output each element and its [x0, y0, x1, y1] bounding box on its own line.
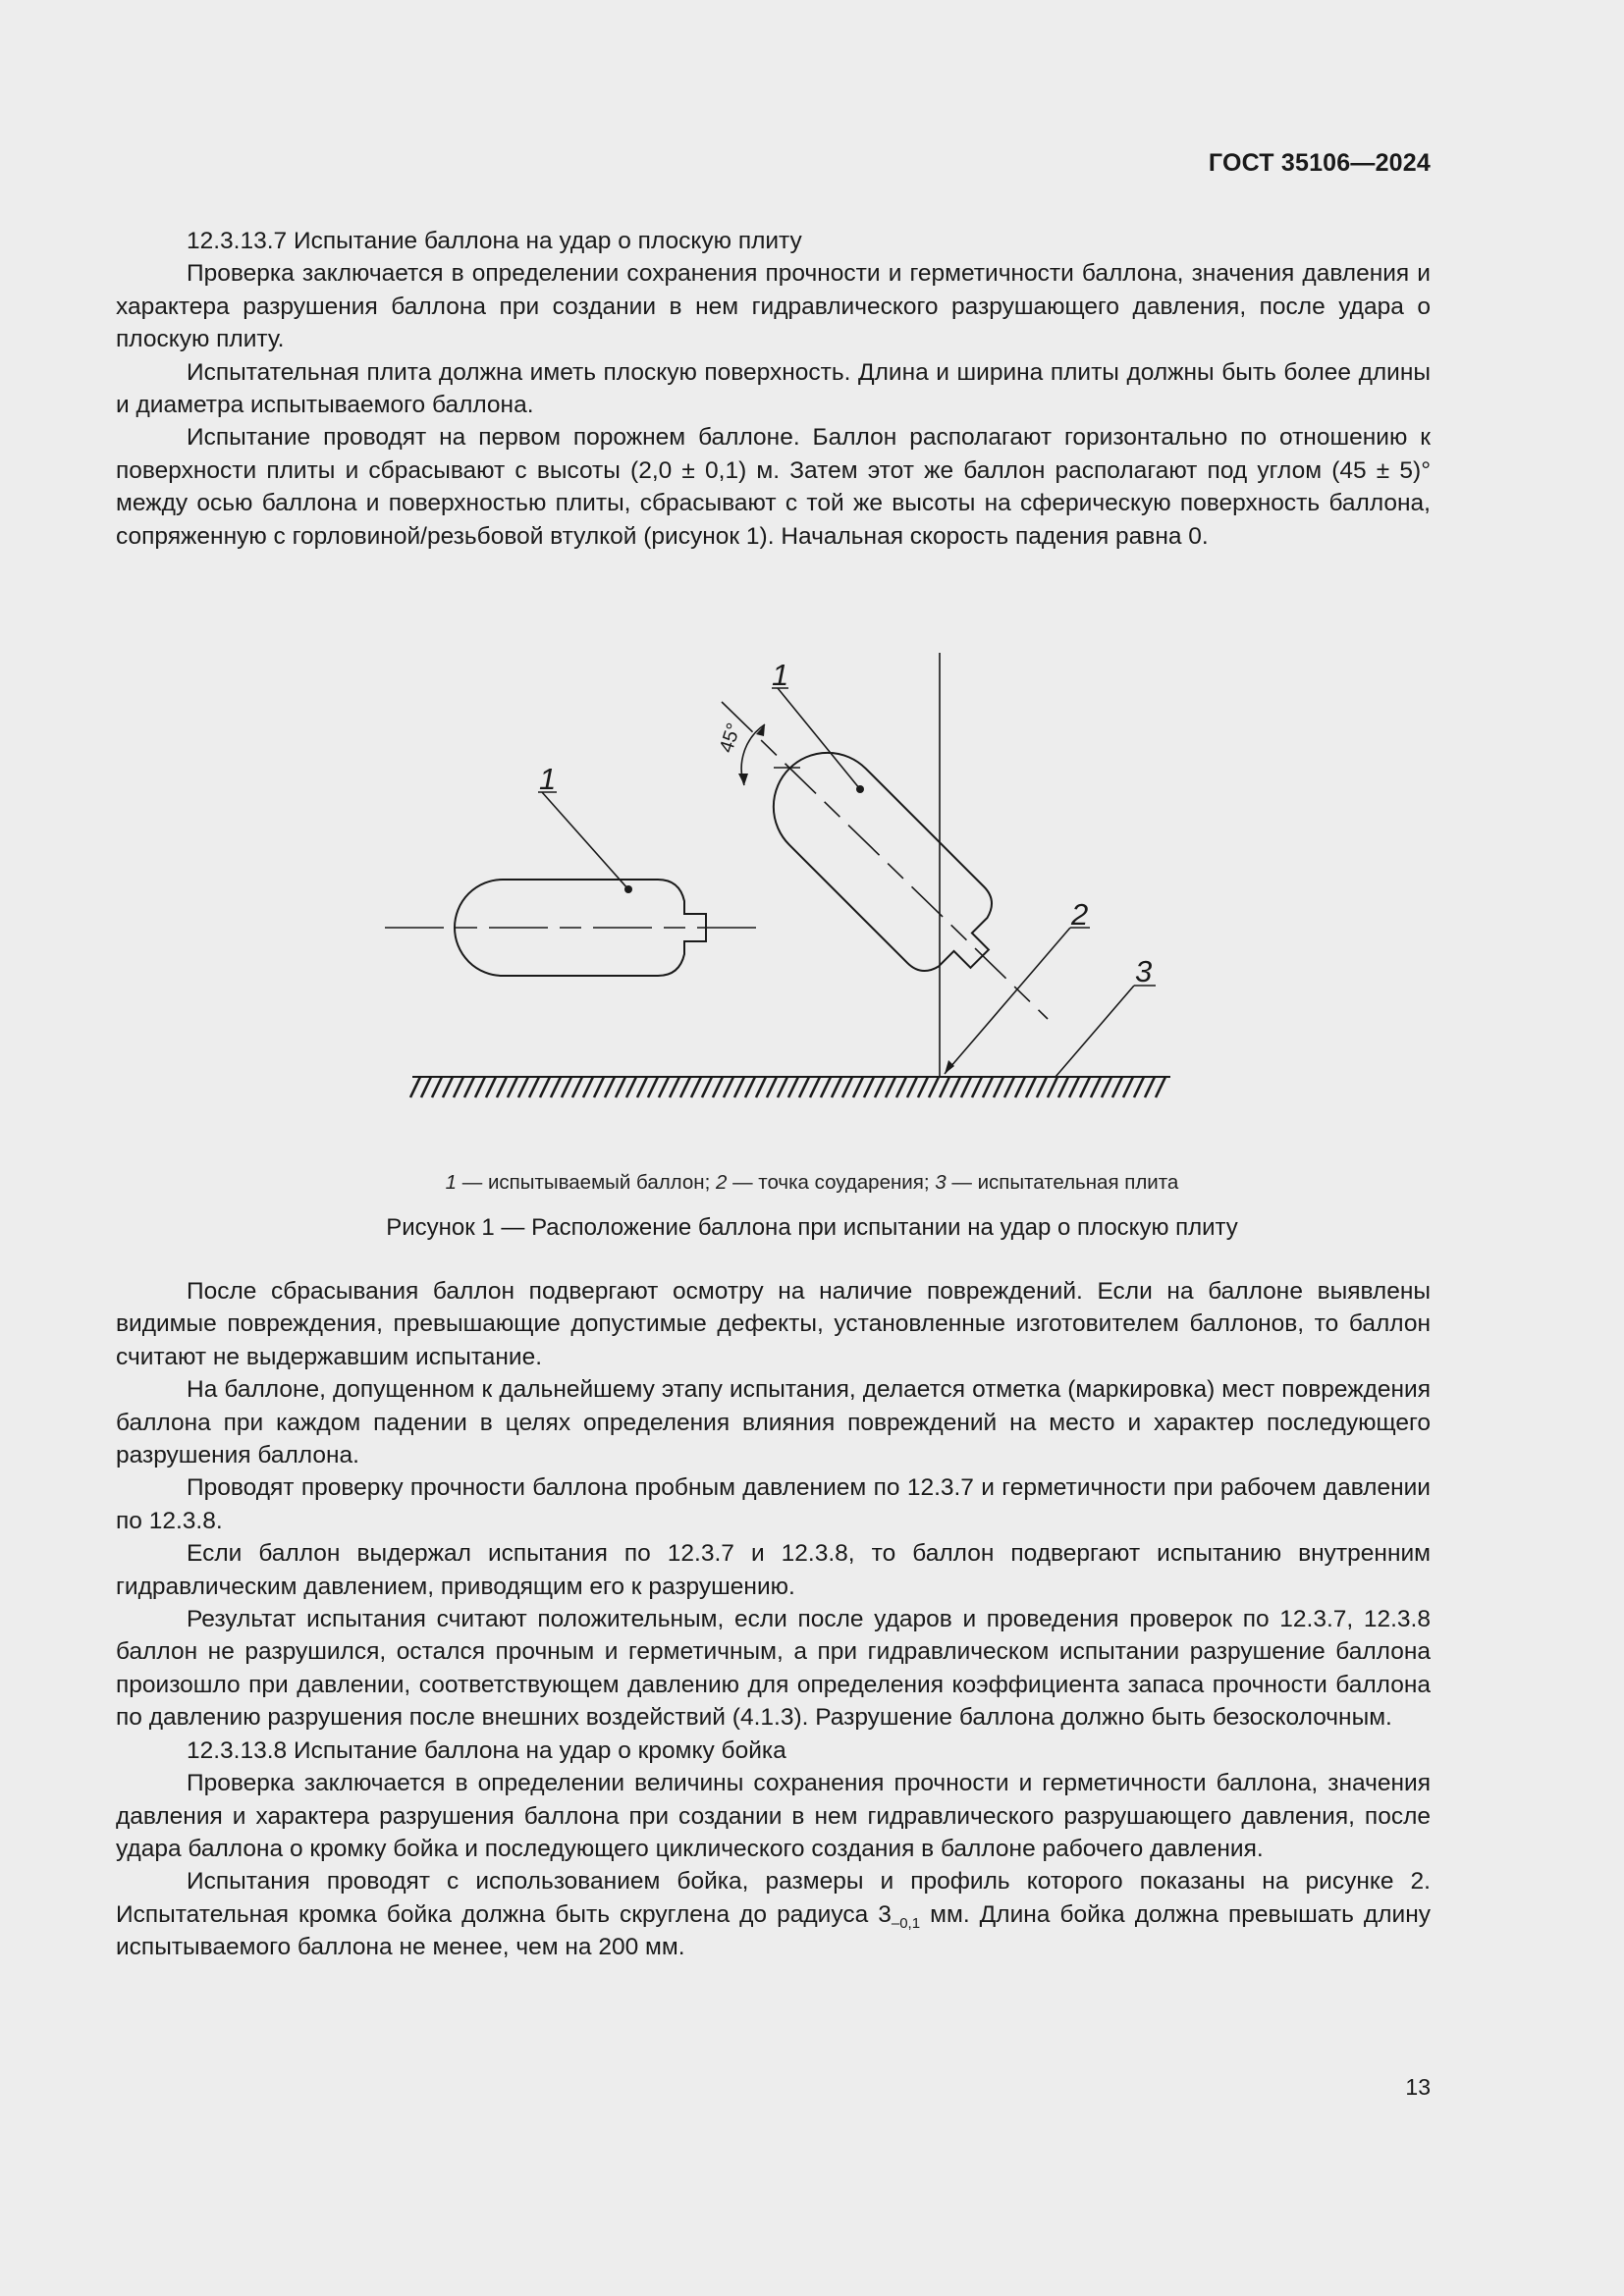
document-header: ГОСТ 35106—2024 — [1208, 149, 1431, 177]
page-number: 13 — [1405, 2074, 1431, 2100]
label-impact-point-2: 2 — [1071, 897, 1089, 932]
paragraph-text: Испытания проводят с использованием бойка, размеры и профиль которого показаны на рисунке 2. Испытательная кромка бойка должна быть скруглена до радиуса 3 — [116, 1868, 1431, 1928]
paragraph-text: мм. Длина бойка должна превышать длину испытываемого баллона не менее, чем на 200 мм. — [116, 1900, 1431, 1961]
leader-2 — [945, 928, 1070, 1074]
label-balloon-1-angled: 1 — [772, 658, 789, 692]
paragraph: Результат испытания считают положительным, если после ударов и проведения проверок по 12.3.7, 12.3.8 баллон не разрушился, остался прочным и герметичным, а при гидравлическом испытании разрушение баллона произошло при давлении, соответствующем давлению для определения коэффициента запаса прочности баллона по давлению разрушения после внешних воздействий (4.1.3). Разрушение баллона должно быть безосколочным. — [116, 1606, 1431, 1732]
paragraph: Проводят проверку прочности баллона пробным давлением по 12.3.7 и герметичности при рабочем давлении по 12.3.8. — [116, 1474, 1431, 1534]
section-12-3-13-7 — [116, 225, 1431, 553]
section-heading: 12.3.13.7 Испытание баллона на удар о плоскую плиту — [187, 228, 802, 254]
label-balloon-1: 1 — [539, 762, 557, 796]
figure-legend — [0, 1171, 1624, 1195]
legend-number: 3 — [935, 1171, 947, 1194]
legend-text: — точка соударения; — [727, 1171, 936, 1194]
paragraph: Проверка заключается в определении сохранения прочности и герметичности баллона, значения давления и характера разрушения баллона при создании в нем гидравлического разрушающего давления, после удара о плоскую плиту. — [116, 260, 1431, 353]
paragraph-last — [116, 1865, 1431, 1963]
paragraph: Испытание проводят на первом порожнем баллоне. Баллон располагают горизонтально по отношению к поверхности плиты и сбрасывают с высоты (2,0 ± 0,1) м. Затем этот же баллон располагают под углом (45 ± 5)° между осью баллона и поверхностью плиты, сбрасывают с той же высоты на сферическую поверхность баллона, сопряженную с горловиной/резьбовой втулкой (рисунок 1). Начальная скорость падения равна 0. — [116, 424, 1431, 550]
legend-number: 1 — [445, 1171, 458, 1194]
figure-1-diagram — [363, 648, 1188, 1109]
legend-number: 2 — [716, 1171, 728, 1194]
paragraph: После сбрасывания баллон подвергают осмотру на наличие повреждений. Если на баллоне выявлены видимые повреждения, превышающие допустимые дефекты, установленные изготовителем баллонов, то баллон считают не выдержавшим испытание. — [116, 1278, 1431, 1370]
section-after-figure — [116, 1275, 1431, 1964]
legend-text: — испытательная плита — [946, 1171, 1179, 1194]
paragraph: Если баллон выдержал испытания по 12.3.7 и 12.3.8, то баллон подвергают испытанию внутренним гидравлическим давлением, приводящим его к разрушению. — [116, 1540, 1431, 1600]
tolerance-subscript: –0,1 — [891, 1914, 921, 1932]
label-plate-3: 3 — [1135, 954, 1153, 988]
leader-3 — [1056, 986, 1134, 1077]
legend-text: — испытываемый баллон; — [457, 1171, 716, 1194]
center-dot-horizontal — [624, 885, 632, 893]
figure-caption: Рисунок 1 — Расположение баллона при испытании на удар о плоскую плиту — [386, 1214, 1238, 1241]
plate-hatching — [410, 1077, 1165, 1097]
section-heading: 12.3.13.8 Испытание баллона на удар о кромку бойка — [187, 1736, 786, 1764]
balloon-angled-axis — [722, 702, 1048, 1019]
paragraph: Испытательная плита должна иметь плоскую поверхность. Длина и ширина плиты должны быть более длины и диаметра испытываемого баллона. — [116, 358, 1431, 419]
paragraph: На баллоне, допущенном к дальнейшему этапу испытания, делается отметка (маркировка) мест повреждения баллона при каждом падении в целях определения влияния повреждений на место и характер последующего разрушения баллона. — [116, 1376, 1431, 1469]
paragraph: Проверка заключается в определении величины сохранения прочности и герметичности баллона, значения давления и характера разрушения баллона при создании в нем гидравлического разрушающего давления, после удара баллона о кромку бойка и последующего циклического создания в баллоне рабочего давления. — [116, 1770, 1431, 1862]
leader-1-horizontal — [542, 792, 628, 889]
label-angle: 45° — [715, 720, 746, 756]
center-dot-angled — [856, 785, 864, 793]
leader-1-angled — [778, 688, 860, 789]
